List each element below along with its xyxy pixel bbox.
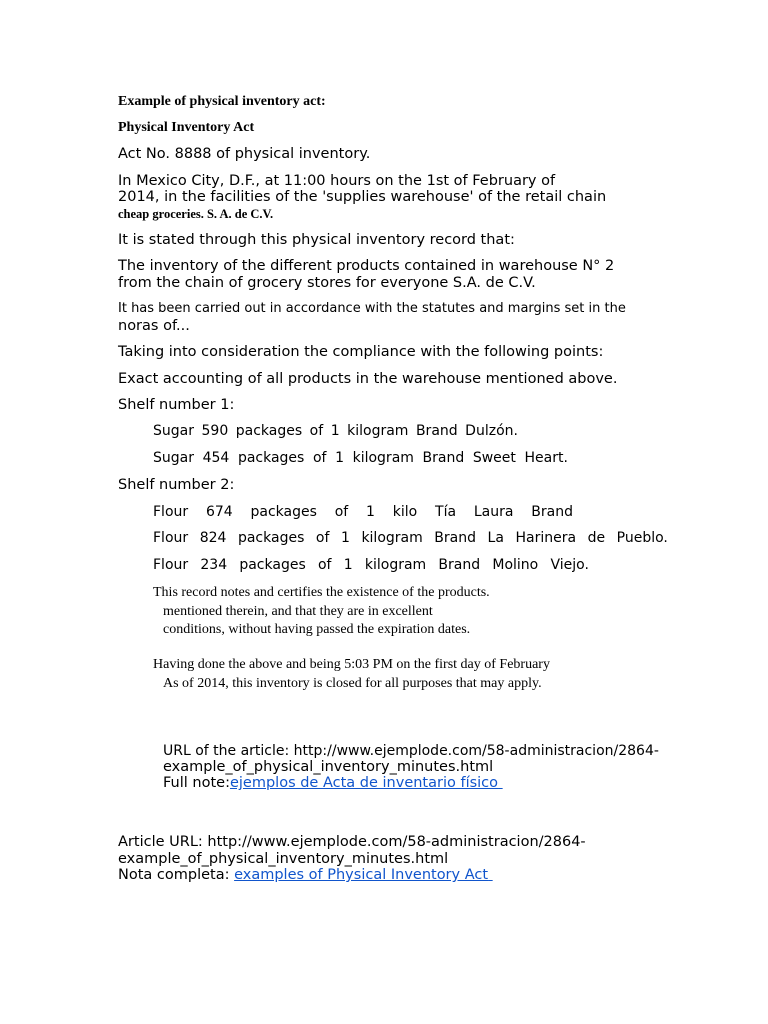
outer-note-link-underline[interactable] [488,867,506,883]
inner-note-link-underline[interactable] [498,775,550,791]
document-title: Physical Inventory Act [118,120,255,135]
inner-note-label: Full note: [163,775,230,791]
inventory-line-2: from the chain of grocery stores for everyone S.A. de C.V. [118,275,536,291]
shelf-1-item [142,423,153,439]
shelf-2-item-text: Flour 824 packages of 1 kilogram Brand La Harinera de Pueblo. [153,530,668,546]
inner-url-line-2: example_of_physical_inventory_minutes.html [163,759,494,775]
shelf-2-item [142,530,153,546]
carried-out-line-1: It has been carried out in accordance with the statutes and margins set in the [118,301,626,316]
intro-line-1: In Mexico City, D.F., at 11:00 hours on the 1st of February of [118,173,556,189]
shelf-2-item [142,504,153,520]
shelf-2-item [142,557,153,573]
outer-url-line-1: Article URL: http://www.ejemplode.com/58-administracion/2864- [118,834,586,850]
inner-url-line-1: URL of the article: http://www.ejemplode.com/58-administracion/2864- [163,743,659,759]
shelf-1-item-text: Sugar 454 packages of 1 kilogram Brand Sweet Heart. [153,450,568,466]
carried-out-line-2: noras of... [118,318,190,334]
inventory-line-1: The inventory of the different products contained in warehouse N° 2 [118,258,615,274]
closing-line-2: As of 2014, this inventory is closed for all purposes that may apply. [163,676,542,691]
intro-company: cheap groceries. S. A. de C.V. [118,207,274,221]
shelf-1-item-text: Sugar 590 packages of 1 kilogram Brand Dulzón. [153,423,518,439]
shelf-1-label: Shelf number 1: [118,397,235,413]
certify-line-2: mentioned therein, and that they are in excellent [163,604,433,619]
closing-paragraph: Having done the above and being 5:03 PM on the first day of February [153,657,550,672]
outer-url-line-2: example_of_physical_inventory_minutes.html [118,851,449,867]
exact-accounting-line: Exact accounting of all products in the warehouse mentioned above. [118,371,618,387]
outer-full-note [118,867,506,883]
shelf-2-item-text: Flour 674 packages of 1 kilo Tía Laura Brand [153,504,573,520]
act-number: Act No. 8888 of physical inventory. [118,146,371,162]
shelf-1-item [142,450,153,466]
shelf-2-item-text: Flour 234 packages of 1 kilogram Brand Molino Viejo. [153,557,589,573]
outer-note-link[interactable]: examples of Physical Inventory Act [234,867,489,883]
shelf-2-label: Shelf number 2: [118,477,235,493]
empty-bullet [142,709,153,725]
certify-paragraph: This record notes and certifies the existence of the products. [153,585,490,600]
inner-full-note [163,775,550,791]
outer-note-label: Nota completa: [118,867,235,883]
inner-note-link[interactable]: ejemplos de Acta de inventario físico [229,775,499,791]
consideration-line: Taking into consideration the compliance with the following points: [118,344,604,360]
intro-line-2: 2014, in the facilities of the 'supplies warehouse' of the retail chain [118,189,607,205]
stated-line: It is stated through this physical inventory record that: [118,232,515,248]
certify-line-3: conditions, without having passed the expiration dates. [163,622,471,637]
document-heading: Example of physical inventory act: [118,94,326,109]
